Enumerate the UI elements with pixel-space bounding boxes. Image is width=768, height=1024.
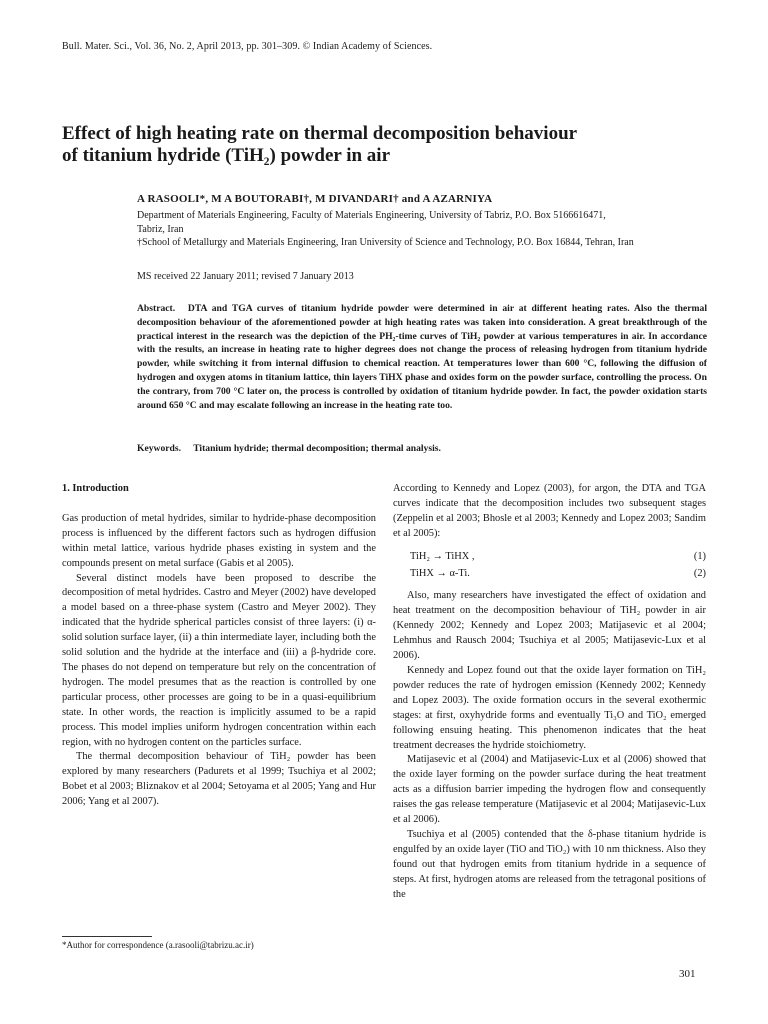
left-column [62, 482, 376, 810]
keywords-label: Keywords. [137, 443, 181, 454]
paragraph: Tsuchiya et al (2005) contended that the δ-phase titanium hydride is engulfed by an oxide layer (TiO and TiO₂) with 10 nm thickness. Also they found out that hydrogen emits from titanium hydride in a sequence of steps. At first, hydrogen atoms are released from the tetragonal positions of the [393, 828, 706, 900]
equation-text: TiH₂ → TiHX , [410, 550, 475, 562]
paragraph: Kennedy and Lopez found out that the oxide layer formation on TiH₂ powder reduces the rate of hydrogen emission (Kennedy 2002; Kennedy and Lopez 2003). The oxide formation occurs in the several exothermic stages: at first, oxyhydride forms and eventually Ti₃O and TiO₂ emerged following ensuing heating. This phenomenon indicates that the heat treatment decreases the hydride stoichiometry. [393, 664, 706, 751]
paragraph: Also, many researchers have investigated the effect of oxidation and heat treatment on the decomposition behaviour of TiH₂ powder in air (Kennedy 2002; Kennedy and Lopez 2003; Matijasevic et al 2004; Lehmhus and Rausch 2004; Tsuchiya et al 2005; Matijasevic-Lux et al 2006). [393, 590, 706, 662]
affiliation-line-2: Tabriz, Iran [137, 223, 184, 235]
abstract-text: DTA and TGA curves of titanium hydride powder were determined in air at different heating rates. Also the thermal decomposition behaviour of the aforementioned powder at high heating rates was taken into consideration. A great breakthrough of the practical interest in the research was the depiction of the PH₂-time curves of TiH₂ powder at various temperatures in air. In accordance with the results, an increase in heating rate to higher degrees does not change the process of releasing hydrogen from titanium hydride powder, while switching it from internal diffusion to chemical reaction. At temperatures lower than 600 °C, following the diffusion of hydrogen and oxygen atoms in titanium lattice, thin layers TiHX phase and oxides form on the powder surface, controlling the process. On the contrary, from 700 °C later on, the process is controlled by oxidation of titanium hydride powder. In fact, the powder oxidation starts around 650 °C and may escalate following an increase in the heating rate too. [137, 303, 707, 411]
paragraph: Gas production of metal hydrides, similar to hydride-phase decomposition process is influenced by the different factors such as hydrogen diffusion within metal lattice, various hydride phases existing in system and the compounds present on metal surface (Gabis et al 2005). [62, 512, 376, 569]
affiliation-line-3: †School of Metallurgy and Materials Engineering, Iran University of Science and Technology, P.O. Box 16844, Tehran, Iran [137, 237, 634, 248]
title-line-1: Effect of high heating rate on thermal decomposition behaviour [62, 123, 578, 144]
paper-title [62, 123, 712, 167]
paragraph: Several distinct models have been proposed to describe the decomposition of metal hydrides. Castro and Meyer (2002) have developed a model based on a three-phase system (Castro and Meyer 2002). They indicated that the hydride spherical particles consist of three layers: (i) α-solid solution surface layer, (ii) a thin intermediate layer, including both the solid solution and the hydride at the interface and (iii) a β-hydride core. The phases do not depend on temperature but rely on the concentration of hydrogen. The model presumes that as the reaction is controlled by one particular process, other processes are going to be in a quasi-equilibrium state. In other words, the reaction is implicitly assumed to be a rapid process. This model implies uniform hydrogen concentration within each region, with no hydrogen content on the particles surface. [62, 572, 376, 748]
paragraph: According to Kennedy and Lopez (2003), for argon, the DTA and TGA curves indicate that the decomposition includes two subsequent stages (Zeppelin et al 2003; Bhosle et al 2003; Kennedy and Lopez 2003; Sandim et al 2005): [393, 483, 706, 539]
journal-citation: Bull. Mater. Sci., Vol. 36, No. 2, April 2013, pp. 301–309. © Indian Academy of Sciences. [62, 41, 433, 52]
keywords-text: Titanium hydride; thermal decomposition; thermal analysis. [193, 443, 441, 454]
abstract-label: Abstract. [137, 303, 176, 314]
paragraph: The thermal decomposition behaviour of TiH₂ powder has been explored by many researchers (Padurets et al 1999; Tsuchiya et al 2002; Bobet et al 2003; Bliznakov et al 2004; Setoyama et al 2005; Yang and Hur 2006; Yang et al 2007). [62, 751, 376, 808]
equation-block [393, 550, 706, 582]
paragraph: Matijasevic et al (2004) and Matijasevic-Lux et al (2006) showed that the oxide layer forming on the powder surface during the heat treatment acts as a diffusion barrier impeding the hydrogen flow and consequently raises the gas release temperature (Matijasevic et al 2004; Matijasevic-Lux et al 2006). [393, 754, 706, 826]
author-list: A RASOOLI*, M A BOUTORABI†, M DIVANDARI† and A AZARNIYA [137, 193, 493, 205]
received-date: MS received 22 January 2011; revised 7 January 2013 [137, 271, 354, 282]
equation-2 [393, 567, 706, 582]
affiliation-line-1: Department of Materials Engineering, Faculty of Materials Engineering, University of Tabriz, P.O. Box 5166616471, [137, 210, 606, 221]
section-heading: 1. Introduction [62, 483, 129, 494]
equation-1 [393, 550, 706, 565]
abstract [137, 302, 707, 412]
equation-number: (1) [693, 550, 706, 562]
keywords [137, 443, 441, 454]
footnote: *Author for correspondence (a.rasooli@tabrizu.ac.ir) [62, 940, 254, 950]
page-number: 301 [679, 968, 696, 980]
equation-text: TiHX → α-Ti. [410, 567, 470, 579]
title-line-2: of titanium hydride (TiH₂) powder in air [62, 145, 391, 166]
affiliations [137, 209, 717, 250]
equation-number: (2) [693, 567, 706, 579]
right-column [393, 482, 706, 902]
footnote-divider [62, 936, 152, 937]
